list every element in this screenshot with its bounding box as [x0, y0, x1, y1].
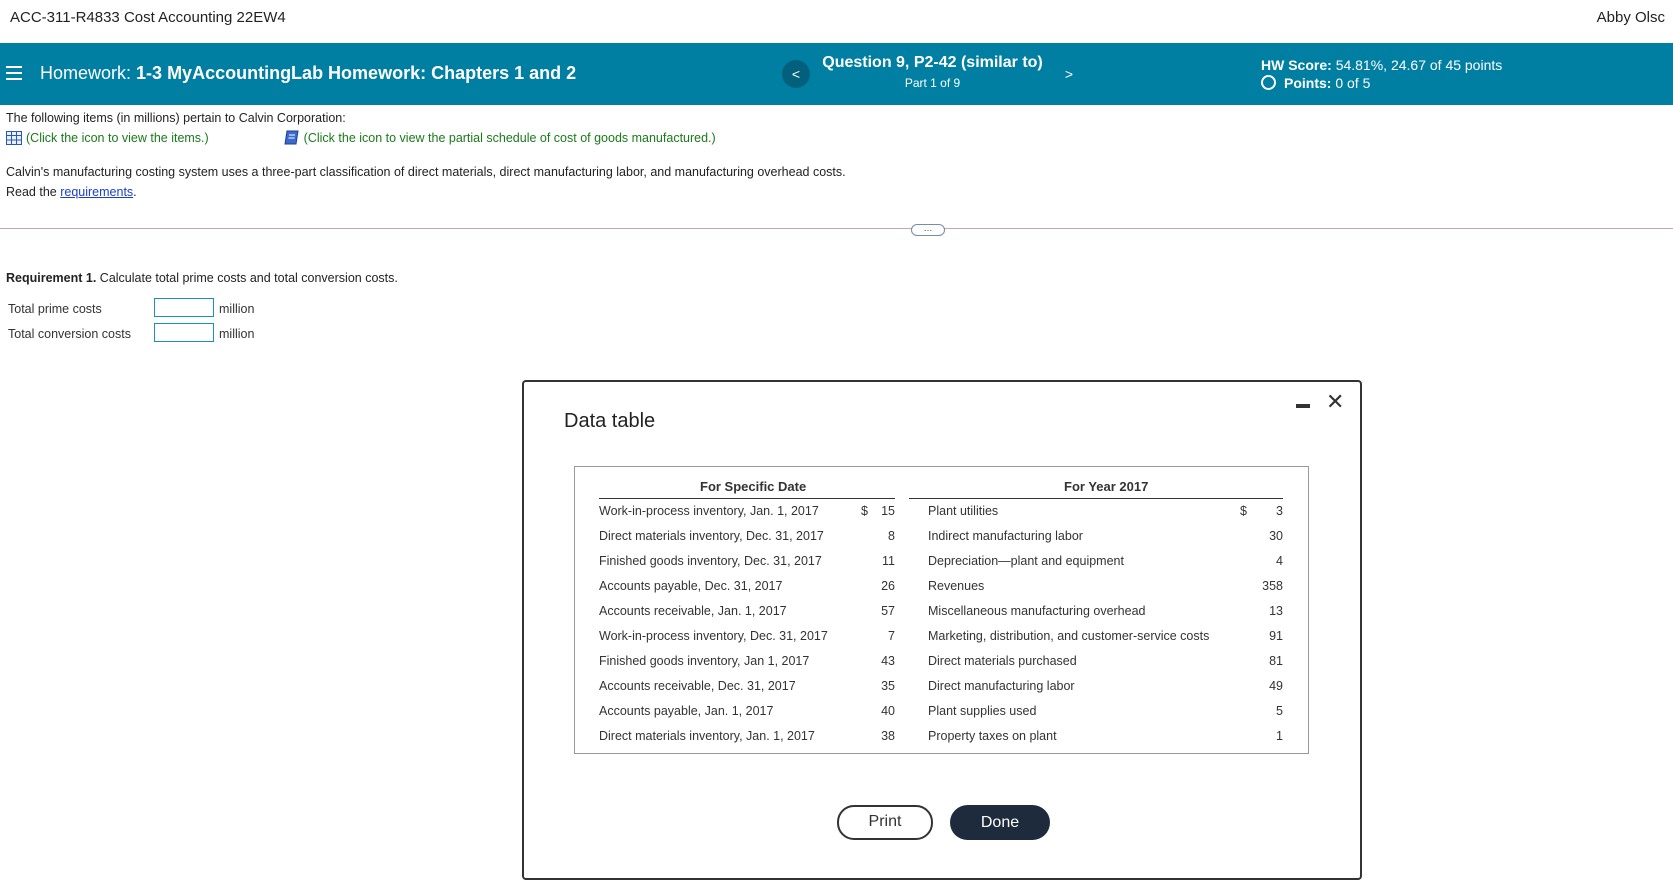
- next-question-button[interactable]: >: [1064, 66, 1074, 82]
- table-cell-right-value: 91: [1269, 629, 1283, 643]
- requirement-text: Calculate total prime costs and total conversion costs.: [96, 271, 398, 285]
- table-cell-right-label: Miscellaneous manufacturing overhead: [928, 604, 1146, 618]
- table-cell-right-label: Depreciation—plant and equipment: [928, 554, 1124, 568]
- table-cell-right-label: Plant utilities: [928, 504, 999, 518]
- table-cell-left-label: Direct materials inventory, Jan. 1, 2017: [599, 729, 815, 743]
- hw-score: [1261, 57, 1502, 73]
- hw-score-value: 54.81%, 24.67 of 45 points: [1335, 57, 1503, 73]
- expand-more-button[interactable]: …: [911, 224, 945, 236]
- table-cell-left-value: 8: [888, 529, 895, 543]
- table-cell-left-value: 26: [881, 579, 895, 593]
- table-cell-left-value: 11: [882, 554, 895, 568]
- table-cell-right-value: 1: [1276, 729, 1283, 743]
- homework-title: [40, 63, 576, 84]
- table-cell-left-label: Finished goods inventory, Jan 1, 2017: [599, 654, 810, 668]
- print-button[interactable]: Print: [837, 805, 933, 840]
- right-header-rule: [909, 498, 1283, 499]
- items-link[interactable]: [6, 131, 212, 145]
- requirement-title: [6, 271, 398, 285]
- read-requirements: [6, 185, 137, 199]
- points-circle-icon: [1261, 75, 1276, 90]
- left-column-header: For Specific Date: [700, 479, 807, 494]
- read-suffix: .: [133, 185, 137, 199]
- items-link-text: (Click the icon to view the items.): [26, 131, 209, 145]
- table-cell-left-value: 15: [881, 504, 895, 518]
- total-conversion-costs-unit: million: [219, 327, 255, 341]
- previous-question-button[interactable]: <: [782, 60, 810, 88]
- total-conversion-costs-input[interactable]: [154, 323, 214, 342]
- total-conversion-costs-label: Total conversion costs: [8, 327, 131, 341]
- total-prime-costs-input[interactable]: [154, 298, 214, 317]
- table-cell-right-value: 3: [1276, 504, 1283, 518]
- table-cell-right-label: Direct manufacturing labor: [928, 679, 1075, 693]
- total-prime-costs-unit: million: [219, 302, 255, 316]
- homework-name: 1-3 MyAccountingLab Homework: Chapters 1 and 2: [136, 63, 577, 83]
- points-value: 0 of 5: [1335, 75, 1371, 91]
- table-cell-right-label: Plant supplies used: [928, 704, 1037, 718]
- table-cell-right-value: 13: [1269, 604, 1283, 618]
- section-divider: [0, 228, 1673, 229]
- top-bar: [0, 0, 1673, 42]
- hamburger-menu-icon[interactable]: [6, 62, 22, 86]
- table-cell-right-label: Indirect manufacturing labor: [928, 529, 1083, 543]
- table-cell-left-value: 38: [881, 729, 895, 743]
- table-cell-left-label: Accounts payable, Jan. 1, 2017: [599, 704, 774, 718]
- right-column-header: For Year 2017: [1064, 479, 1149, 494]
- table-cell-left-value: 35: [881, 679, 895, 693]
- schedule-link[interactable]: [284, 131, 716, 145]
- table-cell-left-label: Direct materials inventory, Dec. 31, 2017: [599, 529, 824, 543]
- table-cell-left-value: 40: [881, 704, 895, 718]
- points: [1261, 75, 1370, 91]
- table-cell-right-value: 5: [1276, 704, 1283, 718]
- table-grid-icon: [6, 131, 22, 145]
- table-cell-left-label: Accounts receivable, Dec. 31, 2017: [599, 679, 796, 693]
- table-cell-right-value: 30: [1269, 529, 1283, 543]
- table-cell-left-label: Work-in-process inventory, Dec. 31, 2017: [599, 629, 828, 643]
- table-cell-right-label: Revenues: [928, 579, 985, 593]
- problem-links: [6, 130, 716, 145]
- costing-system-text: Calvin's manufacturing costing system uses a three-part classification of direct materials, direct manufacturing labor, and manufacturing overhead costs.: [6, 165, 846, 179]
- table-cell-right-value: 81: [1269, 654, 1283, 668]
- homework-prefix: Homework:: [40, 63, 132, 83]
- question-title: Question 9, P2-42 (similar to): [822, 54, 1043, 71]
- problem-intro: The following items (in millions) pertain to Calvin Corporation:: [6, 111, 346, 125]
- requirement-label: Requirement 1.: [6, 271, 97, 285]
- schedule-link-text: (Click the icon to view the partial schedule of cost of goods manufactured.): [303, 131, 716, 145]
- table-cell-left-dollar: $: [861, 504, 868, 518]
- total-prime-costs-label: Total prime costs: [8, 302, 102, 316]
- table-cell-right-label: Property taxes on plant: [928, 729, 1057, 743]
- left-header-rule: [599, 498, 895, 499]
- table-cell-right-dollar: $: [1240, 504, 1247, 518]
- course-title: ACC-311-R4833 Cost Accounting 22EW4: [10, 9, 286, 26]
- modal-title: Data table: [564, 410, 656, 432]
- question-part: Part 1 of 9: [904, 76, 961, 90]
- points-label: Points:: [1284, 75, 1332, 91]
- hw-score-label: HW Score:: [1261, 57, 1332, 73]
- table-cell-left-value: 43: [881, 654, 895, 668]
- table-cell-right-value: 4: [1276, 554, 1283, 568]
- user-name[interactable]: Abby Olsc: [1596, 9, 1665, 26]
- table-cell-right-label: Marketing, distribution, and customer-service costs: [928, 629, 1210, 643]
- table-cell-left-value: 7: [888, 629, 895, 643]
- requirements-link[interactable]: requirements: [60, 185, 134, 199]
- table-cell-right-label: Direct materials purchased: [928, 654, 1077, 668]
- book-icon: [284, 130, 300, 145]
- homework-header: [0, 43, 1673, 105]
- data-table-modal: [522, 380, 1362, 880]
- table-cell-left-label: Finished goods inventory, Dec. 31, 2017: [599, 554, 822, 568]
- table-cell-left-label: Accounts receivable, Jan. 1, 2017: [599, 604, 787, 618]
- minimize-icon[interactable]: [1296, 404, 1310, 408]
- table-cell-right-value: 49: [1269, 679, 1283, 693]
- table-cell-left-value: 57: [881, 604, 895, 618]
- done-button[interactable]: Done: [950, 805, 1050, 840]
- table-cell-right-value: 358: [1262, 579, 1283, 593]
- read-prefix: Read the: [6, 185, 61, 199]
- table-cell-left-label: Accounts payable, Dec. 31, 2017: [599, 579, 783, 593]
- data-table: [574, 466, 1309, 754]
- close-icon[interactable]: ✕: [1326, 389, 1345, 414]
- table-cell-left-label: Work-in-process inventory, Jan. 1, 2017: [599, 504, 819, 518]
